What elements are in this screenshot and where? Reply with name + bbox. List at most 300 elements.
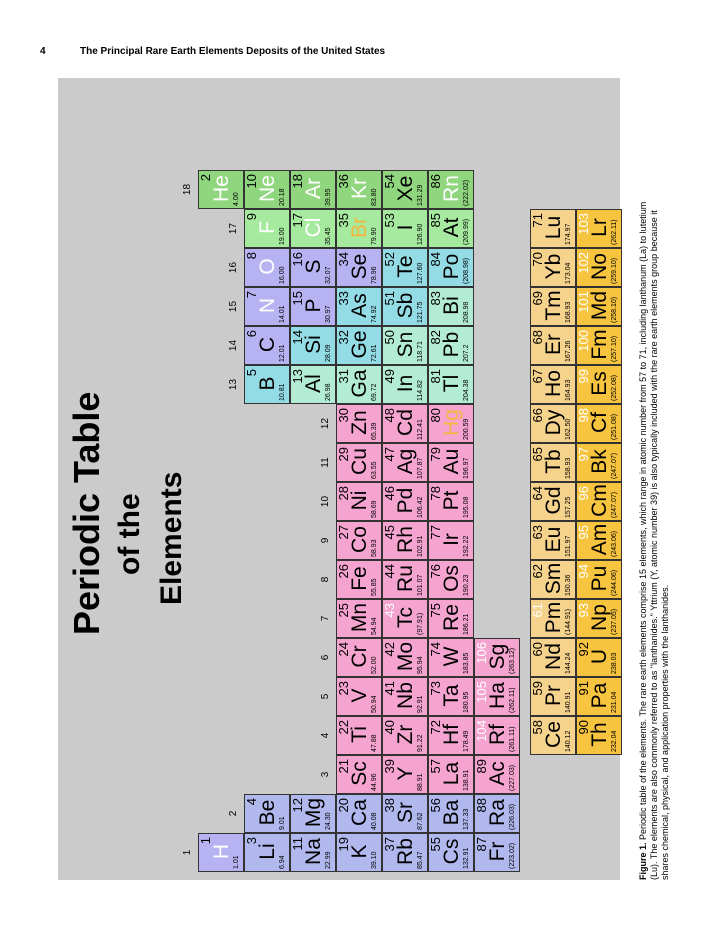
- atomic-mass: (222.02): [463, 179, 470, 206]
- atomic-mass: 186.21: [463, 613, 470, 635]
- element-symbol: Eu: [542, 526, 565, 553]
- element-symbol: Sr: [394, 802, 417, 823]
- element-cell-fm: [576, 326, 622, 365]
- element-symbol: Mn: [348, 602, 371, 633]
- element-symbol: Br: [348, 217, 371, 238]
- element-symbol: Ir: [440, 533, 463, 546]
- element-cell-tb: [530, 443, 576, 482]
- atomic-mass: (247.07): [611, 491, 618, 518]
- element-symbol: Rn: [440, 175, 463, 202]
- element-symbol: Th: [588, 722, 611, 747]
- element-cell-pr: [530, 677, 576, 716]
- atomic-mass: 168.93: [565, 301, 572, 323]
- atomic-number: 63: [530, 525, 545, 540]
- atomic-number: 23: [336, 681, 351, 696]
- atomic-number: 22: [336, 720, 351, 735]
- atomic-number: 79: [428, 447, 443, 462]
- atomic-number: 50: [382, 330, 397, 345]
- element-cell-es: [576, 365, 622, 404]
- atomic-mass: 63.55: [371, 461, 378, 479]
- group-label-3: 3: [320, 771, 331, 778]
- atomic-mass: 50.94: [371, 695, 378, 713]
- atomic-number: 97: [576, 447, 591, 462]
- atomic-number: 54: [382, 174, 397, 189]
- caption-label: Figure 1.: [638, 842, 648, 880]
- atomic-mass: (227.03): [509, 764, 516, 791]
- element-cell-np: [576, 599, 622, 638]
- element-symbol: Ra: [486, 799, 509, 826]
- element-symbol: Ha: [486, 682, 509, 709]
- element-symbol: Ne: [256, 175, 279, 202]
- atomic-mass: 72.61: [371, 344, 378, 362]
- element-symbol: Cf: [588, 412, 611, 433]
- group-label-6: 6: [320, 654, 331, 661]
- atomic-mass: 150.36: [565, 574, 572, 596]
- element-symbol: C: [256, 336, 279, 353]
- atomic-number: 75: [428, 603, 443, 618]
- atomic-number: 59: [530, 681, 545, 696]
- atomic-number: 18: [290, 174, 305, 189]
- element-cell-i: [382, 209, 428, 248]
- element-cell-u: [576, 638, 622, 677]
- element-cell-dy: [530, 404, 576, 443]
- element-cell-cu: [336, 443, 382, 482]
- element-symbol: O: [256, 258, 279, 275]
- element-symbol: Ac: [486, 761, 509, 786]
- atomic-number: 61: [530, 603, 545, 618]
- element-cell-o: [244, 248, 290, 287]
- group-label-10: 10: [320, 495, 331, 508]
- atomic-mass: (257.10): [611, 335, 618, 362]
- caption-text: Periodic table of the elements. The rare earth elements comprise 15 elements, which range in atomic number from 57 to 71, including lanthanum (La) to lutetium (Lu). The elements are also commonly referred to as "lanthanides." Yttrium (Y, atomic number 39) is also typically included with the rare earth elements group because it shares chemical, physical, and application properties with the lanthanides.: [638, 201, 670, 880]
- atomic-number: 35: [336, 213, 351, 228]
- atomic-mass: 162.50: [565, 418, 572, 440]
- element-cell-fr: [474, 833, 520, 872]
- group-label-4: 4: [320, 732, 331, 739]
- group-label-13: 13: [228, 378, 239, 391]
- atomic-mass: 190.23: [463, 574, 470, 596]
- atomic-mass: 6.94: [279, 855, 286, 869]
- atomic-mass: 39.10: [371, 851, 378, 869]
- element-cell-eu: [530, 521, 576, 560]
- atomic-mass: 78.96: [371, 266, 378, 284]
- atomic-mass: (252.08): [611, 374, 618, 401]
- element-cell-sg: [474, 638, 520, 677]
- atomic-mass: 208.98: [463, 301, 470, 323]
- atomic-mass: (243.06): [611, 530, 618, 557]
- atomic-number: 78: [428, 486, 443, 501]
- atomic-mass: 22.99: [325, 851, 332, 869]
- atomic-mass: 10.81: [279, 383, 286, 401]
- atomic-mass: 87.62: [417, 812, 424, 830]
- table-title-line3: Elements: [155, 471, 188, 605]
- atomic-number: 1: [198, 837, 213, 845]
- atomic-mass: 192.22: [463, 535, 470, 557]
- element-symbol: B: [256, 376, 279, 391]
- atomic-number: 33: [336, 291, 351, 306]
- element-symbol: At: [440, 217, 463, 238]
- atomic-number: 41: [382, 681, 397, 696]
- atomic-number: 88: [474, 798, 489, 813]
- atomic-mass: 238.03: [611, 652, 618, 674]
- element-symbol: Sb: [394, 292, 417, 319]
- element-symbol: Yb: [542, 253, 565, 280]
- element-symbol: F: [256, 221, 279, 234]
- atomic-number: 89: [474, 759, 489, 774]
- group-label-15: 15: [228, 300, 239, 313]
- element-cell-mn: [336, 599, 382, 638]
- atomic-mass: (262.11): [611, 219, 618, 245]
- running-title: The Principal Rare Earth Elements Deposits of the United States: [80, 46, 386, 57]
- atomic-number: 73: [428, 681, 443, 696]
- element-cell-h: [198, 833, 244, 872]
- atomic-number: 16: [290, 252, 305, 267]
- atomic-mass: 44.96: [371, 773, 378, 791]
- atomic-mass: 180.95: [463, 691, 470, 713]
- atomic-mass: 101.07: [417, 574, 424, 596]
- atomic-number: 106: [474, 642, 489, 664]
- element-symbol: Md: [588, 290, 611, 321]
- atomic-mass: 151.97: [565, 535, 572, 557]
- atomic-number: 10: [244, 174, 259, 189]
- group-label-8: 8: [320, 576, 331, 583]
- element-symbol: Zr: [394, 724, 417, 745]
- element-cell-os: [428, 560, 474, 599]
- element-symbol: Be: [256, 799, 279, 826]
- atomic-number: 98: [576, 408, 591, 423]
- atomic-mass: 92.91: [417, 695, 424, 713]
- element-cell-zr: [382, 716, 428, 755]
- group-label-12: 12: [320, 417, 331, 430]
- atomic-mass: 178.49: [463, 730, 470, 752]
- atomic-number: 52: [382, 252, 397, 267]
- atomic-number: 40: [382, 720, 397, 735]
- element-cell-as: [336, 287, 382, 326]
- element-cell-at: [428, 209, 474, 248]
- atomic-number: 20: [336, 798, 351, 813]
- atomic-mass: 207.2: [463, 344, 470, 362]
- element-symbol: In: [394, 374, 417, 393]
- element-symbol: Ge: [348, 330, 371, 359]
- element-cell-sc: [336, 755, 382, 794]
- atomic-mass: (244.06): [611, 569, 618, 596]
- atomic-mass: (209.99): [463, 218, 470, 245]
- atomic-mass: (208.98): [463, 257, 470, 284]
- atomic-number: 44: [382, 564, 397, 579]
- atomic-number: 34: [336, 252, 351, 267]
- atomic-number: 4: [244, 798, 259, 806]
- element-cell-rh: [382, 521, 428, 560]
- atomic-number: 37: [382, 837, 397, 852]
- element-cell-bk: [576, 443, 622, 482]
- atomic-number: 8: [244, 252, 259, 260]
- element-cell-hf: [428, 716, 474, 755]
- element-cell-nb: [382, 677, 428, 716]
- atomic-number: 102: [576, 252, 591, 274]
- element-cell-ho: [530, 365, 576, 404]
- atomic-mass: (144.91): [565, 608, 572, 635]
- element-symbol: Pb: [440, 331, 463, 358]
- atomic-mass: 127.60: [417, 262, 424, 284]
- element-symbol: V: [348, 688, 371, 703]
- group-label-11: 11: [320, 457, 331, 468]
- group-label-2: 2: [228, 810, 239, 817]
- atomic-number: 30: [336, 408, 351, 423]
- element-symbol: Pd: [394, 487, 417, 514]
- atomic-number: 93: [576, 603, 591, 618]
- element-symbol: Sc: [348, 761, 371, 786]
- element-symbol: Zn: [348, 410, 371, 435]
- element-symbol: Np: [588, 604, 611, 631]
- element-cell-k: [336, 833, 382, 872]
- atomic-mass: 126.90: [417, 223, 424, 245]
- element-cell-cs: [428, 833, 474, 872]
- element-symbol: Bi: [440, 296, 463, 315]
- group-label-7: 7: [320, 615, 331, 622]
- atomic-mass: 58.93: [371, 539, 378, 557]
- atomic-number: 67: [530, 369, 545, 384]
- atomic-number: 82: [428, 330, 443, 345]
- atomic-number: 99: [576, 369, 591, 384]
- element-symbol: Sn: [394, 331, 417, 358]
- element-cell-gd: [530, 482, 576, 521]
- element-symbol: Rb: [394, 838, 417, 865]
- element-symbol: Rh: [394, 526, 417, 553]
- atomic-mass: 164.93: [565, 379, 572, 401]
- element-cell-tm: [530, 287, 576, 326]
- element-cell-rb: [382, 833, 428, 872]
- atomic-mass: (258.10): [611, 296, 618, 323]
- atomic-mass: 79.90: [371, 227, 378, 245]
- element-cell-in: [382, 365, 428, 404]
- element-symbol: Ga: [348, 369, 371, 398]
- element-cell-pt: [428, 482, 474, 521]
- element-symbol: Os: [440, 565, 463, 592]
- atomic-mass: 200.59: [463, 418, 470, 440]
- group-label-1: 1: [182, 849, 193, 856]
- element-cell-sr: [382, 794, 428, 833]
- element-symbol: Mg: [302, 797, 325, 828]
- atomic-number: 29: [336, 447, 351, 462]
- element-symbol: Mo: [394, 641, 417, 672]
- atomic-mass: (97.91): [417, 612, 424, 635]
- element-symbol: Po: [440, 253, 463, 280]
- element-cell-ge: [336, 326, 382, 365]
- atomic-number: 60: [530, 642, 545, 657]
- element-cell-rf: [474, 716, 520, 755]
- element-cell-s: [290, 248, 336, 287]
- element-cell-ta: [428, 677, 474, 716]
- element-symbol: Tm: [542, 290, 565, 321]
- element-cell-se: [336, 248, 382, 287]
- atomic-number: 92: [576, 642, 591, 657]
- atomic-number: 94: [576, 564, 591, 579]
- atomic-mass: 35.45: [325, 227, 332, 245]
- atomic-mass: 9.01: [279, 816, 286, 830]
- atomic-number: 47: [382, 447, 397, 462]
- atomic-number: 104: [474, 720, 489, 742]
- element-symbol: Pu: [588, 565, 611, 592]
- atomic-mass: 55.85: [371, 578, 378, 596]
- page-number: 4: [40, 46, 46, 57]
- atomic-mass: 14.01: [279, 305, 286, 323]
- atomic-number: 6: [244, 330, 259, 338]
- atomic-mass: (263.12): [509, 647, 516, 674]
- atomic-mass: 20.18: [279, 188, 286, 206]
- atomic-number: 9: [244, 213, 259, 221]
- atomic-mass: (251.08): [611, 413, 618, 440]
- atomic-number: 36: [336, 174, 351, 189]
- element-cell-lu: [530, 209, 576, 248]
- element-symbol: Ru: [394, 565, 417, 592]
- element-cell-he: [198, 170, 244, 209]
- atomic-mass: 4.00: [233, 192, 240, 206]
- element-symbol: Bk: [588, 449, 611, 474]
- atomic-number: 101: [576, 291, 591, 313]
- atomic-number: 64: [530, 486, 545, 501]
- element-cell-si: [290, 326, 336, 365]
- atomic-mass: 47.88: [371, 734, 378, 752]
- element-cell-n: [244, 287, 290, 326]
- atomic-number: 5: [244, 369, 259, 377]
- atomic-number: 49: [382, 369, 397, 384]
- element-symbol: Ba: [440, 799, 463, 826]
- element-symbol: Ti: [348, 726, 371, 743]
- element-symbol: Ho: [542, 370, 565, 397]
- atomic-number: 48: [382, 408, 397, 423]
- element-cell-no: [576, 248, 622, 287]
- element-symbol: Re: [440, 604, 463, 631]
- element-symbol: Hg: [440, 409, 463, 436]
- element-cell-ag: [382, 443, 428, 482]
- atomic-mass: 69.72: [371, 383, 378, 401]
- element-cell-pu: [576, 560, 622, 599]
- element-symbol: Lu: [542, 215, 565, 240]
- atomic-mass: 83.80: [371, 188, 378, 206]
- atomic-mass: 173.04: [565, 262, 572, 284]
- atomic-number: 2: [198, 174, 213, 182]
- element-symbol: Al: [302, 374, 325, 393]
- element-symbol: Y: [394, 766, 417, 781]
- element-cell-th: [576, 716, 622, 755]
- atomic-number: 86: [428, 174, 443, 189]
- element-cell-ra: [474, 794, 520, 833]
- element-symbol: N: [256, 297, 279, 314]
- atomic-number: 28: [336, 486, 351, 501]
- atomic-number: 62: [530, 564, 545, 579]
- element-cell-xe: [382, 170, 428, 209]
- element-symbol: Kr: [348, 178, 371, 199]
- element-symbol: He: [210, 175, 233, 202]
- atomic-number: 77: [428, 525, 443, 540]
- element-symbol: Pm: [542, 601, 565, 634]
- atomic-number: 100: [576, 330, 591, 352]
- element-cell-al: [290, 365, 336, 404]
- element-symbol: Si: [302, 335, 325, 354]
- element-cell-md: [576, 287, 622, 326]
- element-symbol: W: [440, 646, 463, 667]
- atomic-mass: 232.04: [611, 730, 618, 752]
- element-cell-br: [336, 209, 382, 248]
- element-cell-ce: [530, 716, 576, 755]
- element-cell-pm: [530, 599, 576, 638]
- element-cell-mg: [290, 794, 336, 833]
- element-cell-ac: [474, 755, 520, 794]
- atomic-number: 57: [428, 759, 443, 774]
- element-symbol: Nb: [394, 682, 417, 709]
- element-symbol: K: [348, 844, 371, 859]
- element-symbol: Ni: [348, 490, 371, 511]
- atomic-mass: 26.98: [325, 383, 332, 401]
- group-label-5: 5: [320, 693, 331, 700]
- element-symbol: Au: [440, 448, 463, 475]
- atomic-mass: (237.05): [611, 608, 618, 635]
- element-symbol: Cd: [394, 409, 417, 436]
- element-symbol: Ce: [542, 721, 565, 748]
- atomic-number: 68: [530, 330, 545, 345]
- element-cell-co: [336, 521, 382, 560]
- atomic-number: 43: [382, 603, 397, 618]
- atomic-mass: (247.07): [611, 452, 618, 479]
- atomic-number: 17: [290, 213, 305, 228]
- atomic-mass: 167.26: [565, 340, 572, 362]
- atomic-mass: 144.24: [565, 652, 572, 674]
- element-cell-cf: [576, 404, 622, 443]
- element-cell-v: [336, 677, 382, 716]
- element-cell-kr: [336, 170, 382, 209]
- element-symbol: Tl: [440, 374, 463, 393]
- atomic-number: 32: [336, 330, 351, 345]
- element-cell-tc: [382, 599, 428, 638]
- atomic-number: 14: [290, 330, 305, 345]
- element-symbol: Li: [256, 843, 279, 860]
- atomic-mass: 54.94: [371, 617, 378, 635]
- element-cell-ne: [244, 170, 290, 209]
- atomic-number: 31: [336, 369, 351, 384]
- element-cell-la: [428, 755, 474, 794]
- atomic-mass: 107.87: [417, 457, 424, 479]
- atomic-number: 72: [428, 720, 443, 735]
- element-symbol: H: [210, 843, 233, 860]
- element-symbol: Lr: [588, 218, 611, 237]
- atomic-number: 56: [428, 798, 443, 813]
- atomic-number: 53: [382, 213, 397, 228]
- atomic-mass: 74.92: [371, 305, 378, 323]
- atomic-number: 90: [576, 720, 591, 735]
- element-cell-ba: [428, 794, 474, 833]
- element-cell-tl: [428, 365, 474, 404]
- atomic-mass: 91.22: [417, 734, 424, 752]
- element-cell-ir: [428, 521, 474, 560]
- atomic-mass: 132.91: [463, 847, 470, 869]
- element-symbol: Ca: [348, 799, 371, 826]
- atomic-number: 39: [382, 759, 397, 774]
- atomic-mass: 19.00: [279, 227, 286, 245]
- atomic-mass: 106.42: [417, 496, 424, 518]
- group-label-14: 14: [228, 339, 239, 352]
- element-cell-cl: [290, 209, 336, 248]
- element-cell-pb: [428, 326, 474, 365]
- atomic-number: 87: [474, 837, 489, 852]
- atomic-mass: 28.09: [325, 344, 332, 362]
- atomic-mass: 137.33: [463, 808, 470, 830]
- element-cell-sn: [382, 326, 428, 365]
- element-symbol: Cu: [348, 448, 371, 475]
- atomic-number: 12: [290, 798, 305, 813]
- atomic-mass: 24.30: [325, 812, 332, 830]
- table-title-line2: of the: [113, 493, 146, 575]
- element-cell-cd: [382, 404, 428, 443]
